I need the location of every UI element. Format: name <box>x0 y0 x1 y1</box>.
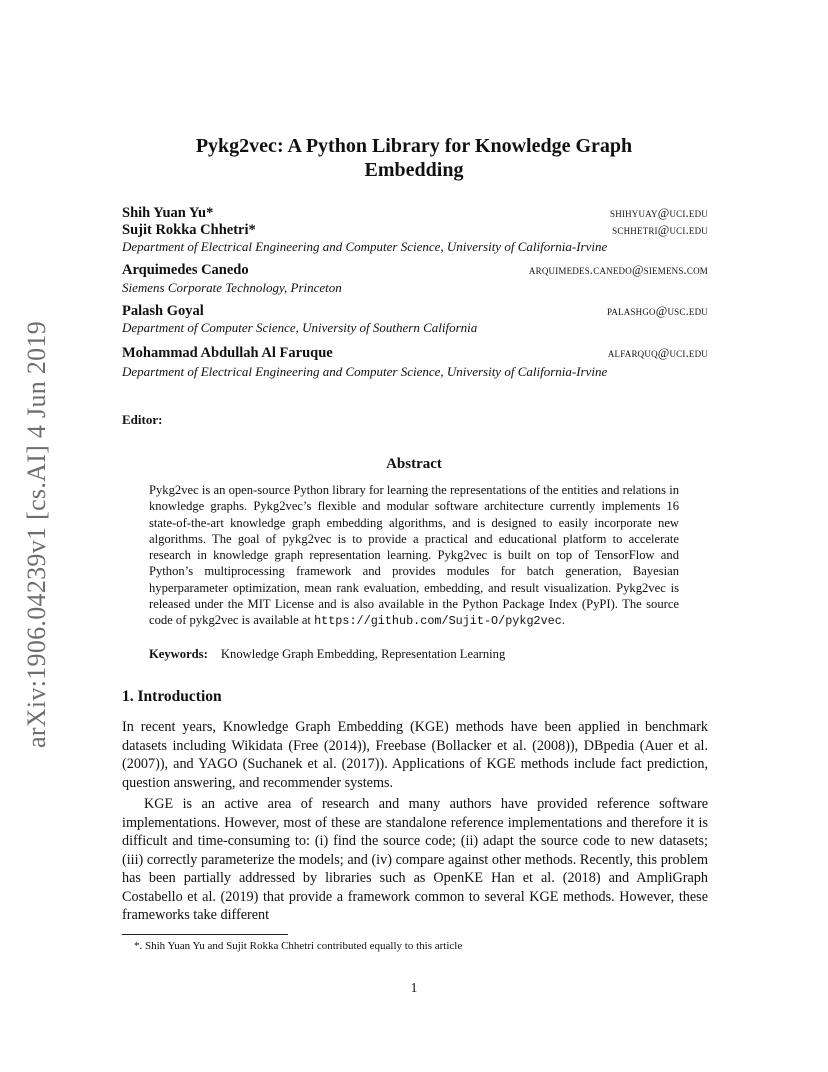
author-affiliation: Siemens Corporate Technology, Princeton <box>122 280 342 295</box>
keywords <box>149 647 679 662</box>
footnote: *. Shih Yuan Yu and Sujit Rokka Chhetri contributed equally to this article <box>134 940 463 952</box>
author-affiliation: Department of Computer Science, University of Southern California <box>122 320 478 335</box>
footnote-rule <box>122 934 288 935</box>
author-email: shihyuay@uci.edu <box>609 206 708 220</box>
author-row <box>122 262 708 279</box>
author-name: Mohammad Abdullah Al Faruque <box>122 345 333 361</box>
source-code-link[interactable]: https://github.com/Sujit-O/pykg2vec <box>314 614 562 629</box>
author-email: palashgo@usc.edu <box>606 304 708 318</box>
author-row <box>122 222 708 239</box>
author-email: arquimedes.canedo@siemens.com <box>528 263 708 277</box>
arxiv-sidebar-id: arXiv:1906.04239v1 [cs.AI] 4 Jun 2019 <box>22 320 51 748</box>
author-affiliation: Department of Electrical Engineering and Computer Science, University of California-Irvine <box>122 239 608 254</box>
author-row <box>122 303 708 320</box>
page-number: 1 <box>410 980 418 995</box>
author-name: Sujit Rokka Chhetri* <box>122 222 256 238</box>
author-email: alfarquq@uci.edu <box>607 346 708 360</box>
paper-title <box>120 134 708 182</box>
section-title: 1. Introduction <box>122 688 222 705</box>
title-line-2: Embedding <box>364 159 464 181</box>
keywords-label: Keywords: <box>149 647 208 661</box>
abstract-body <box>149 482 679 630</box>
author-name: Shih Yuan Yu* <box>122 205 214 221</box>
author-affiliation: Department of Electrical Engineering and Computer Science, University of California-Irvine <box>122 364 608 379</box>
intro-paragraph: In recent years, Knowledge Graph Embedding (KGE) methods have been applied in benchmark datasets including Wikidata (Free (2014)), Freebase (Bollacker et al. (2008)), DBpedia (Auer et al. (2007)), and YAGO (Suchanek et al. (2017)). Applications of KGE methods include fact prediction, question answering, and recommender systems. <box>122 719 708 791</box>
title-line-1: Pykg2vec: A Python Library for Knowledge Graph <box>195 135 633 157</box>
abstract-text: Pykg2vec is an open-source Python library for learning the representations of the entities and relations in knowledge graphs. Pykg2vec’s flexible and modular software architecture currently implements 16 state-of-the-art knowledge graph embedding algorithms, and is designed to easily incorporate new algorithms. The goal of pykg2vec is to provide a practical and educational platform to accelerate research in knowledge graph representation learning. Pykg2vec is built on top of TensorFlow and Python’s multiprocessing framework and provides modules for batch generation, Bayesian hyperparameter optimization, mean rank evaluation, embedding, and result visualization. Pykg2vec is released under the MIT License and is also available in the Python Package Index (PyPI). The source code of pykg2vec is available at <box>149 483 679 628</box>
author-name: Arquimedes Canedo <box>122 262 249 278</box>
abstract-heading: Abstract <box>386 456 442 472</box>
author-row <box>122 205 708 222</box>
keywords-text: Knowledge Graph Embedding, Representation Learning <box>220 647 506 661</box>
intro-paragraph: KGE is an active area of research and many authors have provided reference software implementations. However, most of these are standalone reference implementations and therefore it is difficult and time-consuming to: (i) find the source code; (ii) adapt the source code to new datasets; (iii) correctly parameterize the models; and (iv) compare against other methods. Recently, this problem has been partially addressed by libraries such as OpenKE Han et al. (2018) and AmpliGraph Costabello et al. (2019) that provide a framework common to several KGE methods. However, these frameworks take different <box>122 796 708 923</box>
author-row <box>122 345 708 362</box>
abstract-end: . <box>561 613 565 628</box>
author-email: schhetri@uci.edu <box>612 223 708 237</box>
editor-label: Editor: <box>122 412 163 427</box>
author-name: Palash Goyal <box>122 303 204 319</box>
